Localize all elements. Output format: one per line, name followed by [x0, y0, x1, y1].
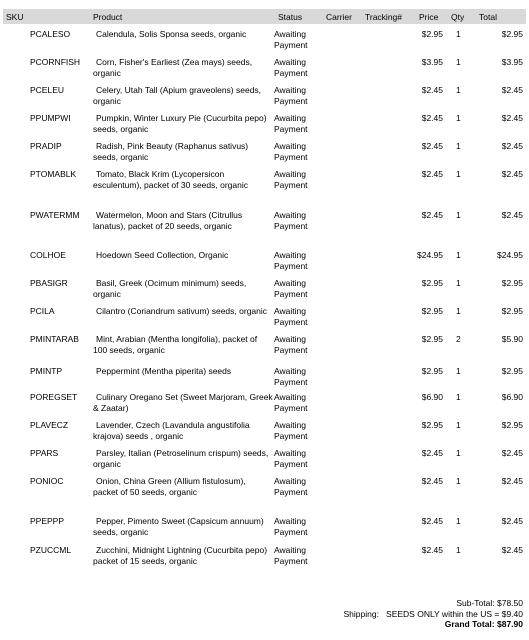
- order-totals: [343, 598, 523, 630]
- grand-total-label: Grand Total:: [444, 619, 495, 629]
- grand-total-line: [343, 619, 523, 630]
- col-status-header: Status: [278, 12, 303, 22]
- product-cell: Pumpkin, Winter Luxury Pie (Cucurbita pepo) seeds, organic: [93, 113, 267, 134]
- sku-cell: PCELEU: [30, 85, 65, 95]
- sku-cell: PZUCCML: [30, 545, 72, 555]
- status-cell: Awaiting Payment: [274, 278, 308, 299]
- product-cell: Watermelon, Moon and Stars (Citrullus lanatus), packet of 20 seeds, organic: [93, 210, 243, 231]
- sku-cell: PPUMPWI: [30, 113, 71, 123]
- sku-cell: PPARS: [30, 448, 59, 458]
- price-cell: $2.95: [421, 29, 443, 39]
- product-cell: Culinary Oregano Set (Sweet Marjoram, Greek & Zaatar): [93, 392, 273, 413]
- sku-cell: PCALESO: [30, 29, 71, 39]
- qty-cell: 1: [456, 169, 461, 179]
- status-cell: Awaiting Payment: [274, 545, 308, 566]
- total-cell: $6.90: [501, 392, 523, 402]
- sku-cell: PMINTP: [30, 366, 63, 376]
- product-cell: Cilantro (Coriandrum sativum) seeds, organic: [96, 306, 268, 316]
- shipping-method: SEEDS ONLY within the US: [386, 608, 493, 619]
- sku-cell: PCILA: [30, 306, 55, 316]
- col-qty-header: Qty: [451, 12, 465, 22]
- product-cell: Onion, China Green (Allium fistulosum), packet of 50 seeds, organic: [93, 476, 246, 497]
- price-cell: $2.45: [421, 210, 443, 220]
- qty-cell: 1: [456, 516, 461, 526]
- col-sku-header: SKU: [6, 12, 24, 22]
- product-cell: Peppermint (Mentha piperita) seeds: [96, 366, 232, 376]
- product-cell: Tomato, Black Krim (Lycopersicon esculentum), packet of 30 seeds, organic: [93, 169, 248, 190]
- price-cell: $2.45: [421, 113, 443, 123]
- status-cell: Awaiting Payment: [274, 516, 308, 537]
- table-header: [3, 9, 526, 24]
- product-cell: Basil, Greek (Ocimum minimum) seeds, organic: [93, 278, 247, 299]
- status-cell: Awaiting Payment: [274, 306, 308, 327]
- sku-cell: PPEPPP: [30, 516, 65, 526]
- price-cell: $24.95: [417, 250, 443, 260]
- product-cell: Celery, Utah Tall (Apium graveolens) seeds, organic: [93, 85, 262, 106]
- status-cell: Awaiting Payment: [274, 169, 308, 190]
- sku-cell: COLHOE: [30, 250, 66, 260]
- status-cell: Awaiting Payment: [274, 366, 308, 387]
- product-cell: Parsley, Italian (Petroselinum crispum) seeds, organic: [93, 448, 269, 469]
- col-product-header: Product: [93, 12, 123, 22]
- qty-cell: 1: [456, 57, 461, 67]
- price-cell: $2.95: [421, 278, 443, 288]
- qty-cell: 1: [456, 392, 461, 402]
- qty-cell: 1: [456, 210, 461, 220]
- sku-cell: PCORNFISH: [30, 57, 81, 67]
- qty-cell: 1: [456, 545, 461, 555]
- sku-cell: POREGSET: [30, 392, 78, 402]
- price-cell: $2.45: [421, 141, 443, 151]
- sku-cell: PONIOC: [30, 476, 64, 486]
- qty-cell: 1: [456, 85, 461, 95]
- sku-cell: PMINTARAB: [30, 334, 79, 344]
- total-cell: $2.45: [501, 545, 523, 555]
- status-cell: Awaiting Payment: [274, 85, 308, 106]
- subtotal-label: Sub-Total:: [456, 598, 495, 608]
- total-cell: $2.95: [501, 306, 523, 316]
- price-cell: $2.45: [421, 448, 443, 458]
- product-cell: Radish, Pink Beauty (Raphanus sativus) seeds, organic: [93, 141, 249, 162]
- qty-cell: 1: [456, 420, 461, 430]
- status-cell: Awaiting Payment: [274, 57, 308, 78]
- total-cell: $3.95: [501, 57, 523, 67]
- qty-cell: 1: [456, 29, 461, 39]
- total-cell: $2.45: [501, 516, 523, 526]
- total-cell: $2.95: [501, 420, 523, 430]
- product-cell: Lavender, Czech (Lavandula angustifolia krajova) seeds , organic: [93, 420, 250, 441]
- qty-cell: 1: [456, 250, 461, 260]
- status-cell: Awaiting Payment: [274, 476, 308, 497]
- total-cell: $2.45: [501, 448, 523, 458]
- total-cell: $5.90: [501, 334, 523, 344]
- qty-cell: 1: [456, 448, 461, 458]
- status-cell: Awaiting Payment: [274, 210, 308, 231]
- status-cell: Awaiting Payment: [274, 29, 308, 50]
- qty-cell: 1: [456, 113, 461, 123]
- qty-cell: 1: [456, 476, 461, 486]
- sku-cell: PLAVECZ: [30, 420, 69, 430]
- price-cell: $2.95: [421, 420, 443, 430]
- col-total-header: Total: [479, 12, 497, 22]
- status-cell: Awaiting Payment: [274, 448, 308, 469]
- product-cell: Zucchini, Midnight Lightning (Cucurbita pepo) packet of 15 seeds, organic: [93, 545, 268, 566]
- shipping-value: = $9.40: [494, 608, 523, 619]
- qty-cell: 1: [456, 141, 461, 151]
- price-cell: $6.90: [421, 392, 443, 402]
- total-cell: $2.45: [501, 113, 523, 123]
- total-cell: $2.45: [501, 85, 523, 95]
- grand-total-value: $87.90: [497, 619, 523, 629]
- price-cell: $2.45: [421, 85, 443, 95]
- qty-cell: 2: [456, 334, 461, 344]
- product-cell: Hoedown Seed Collection, Organic: [96, 250, 229, 260]
- price-cell: $2.95: [421, 334, 443, 344]
- shipping-line: [343, 609, 523, 620]
- product-cell: Mint, Arabian (Mentha longifolia), packet of 100 seeds, organic: [93, 334, 258, 355]
- product-cell: Corn, Fisher's Earliest (Zea mays) seeds, organic: [93, 57, 253, 78]
- status-cell: Awaiting Payment: [274, 392, 308, 413]
- total-cell: $2.45: [501, 169, 523, 179]
- qty-cell: 1: [456, 278, 461, 288]
- sku-cell: PRADIP: [30, 141, 62, 151]
- price-cell: $2.95: [421, 366, 443, 376]
- sku-cell: PBASIGR: [30, 278, 68, 288]
- price-cell: $3.95: [421, 57, 443, 67]
- price-cell: $2.45: [421, 476, 443, 486]
- product-cell: Pepper, Pimento Sweet (Capsicum annuum) seeds, organic: [93, 516, 264, 537]
- sku-cell: PTOMABLK: [30, 169, 77, 179]
- total-cell: $2.95: [501, 278, 523, 288]
- total-cell: $2.45: [501, 210, 523, 220]
- status-cell: Awaiting Payment: [274, 113, 308, 134]
- col-tracking-header: Tracking#: [365, 12, 403, 22]
- sku-cell: PWATERMM: [30, 210, 80, 220]
- shipping-label: Shipping:: [343, 608, 379, 619]
- price-cell: $2.45: [421, 516, 443, 526]
- total-cell: $2.45: [501, 141, 523, 151]
- qty-cell: 1: [456, 306, 461, 316]
- status-cell: Awaiting Payment: [274, 141, 308, 162]
- col-price-header: Price: [419, 12, 439, 22]
- status-cell: Awaiting Payment: [274, 420, 308, 441]
- subtotal-value: $78.50: [497, 598, 523, 608]
- total-cell: $2.45: [501, 476, 523, 486]
- price-cell: $2.45: [421, 545, 443, 555]
- status-cell: Awaiting Payment: [274, 334, 308, 355]
- total-cell: $24.95: [497, 250, 523, 260]
- total-cell: $2.95: [501, 366, 523, 376]
- col-carrier-header: Carrier: [326, 12, 352, 22]
- product-cell: Calendula, Solis Sponsa seeds, organic: [96, 29, 247, 39]
- total-cell: $2.95: [501, 29, 523, 39]
- subtotal-line: [343, 598, 523, 609]
- price-cell: $2.95: [421, 306, 443, 316]
- status-cell: Awaiting Payment: [274, 250, 308, 271]
- qty-cell: 1: [456, 366, 461, 376]
- price-cell: $2.45: [421, 169, 443, 179]
